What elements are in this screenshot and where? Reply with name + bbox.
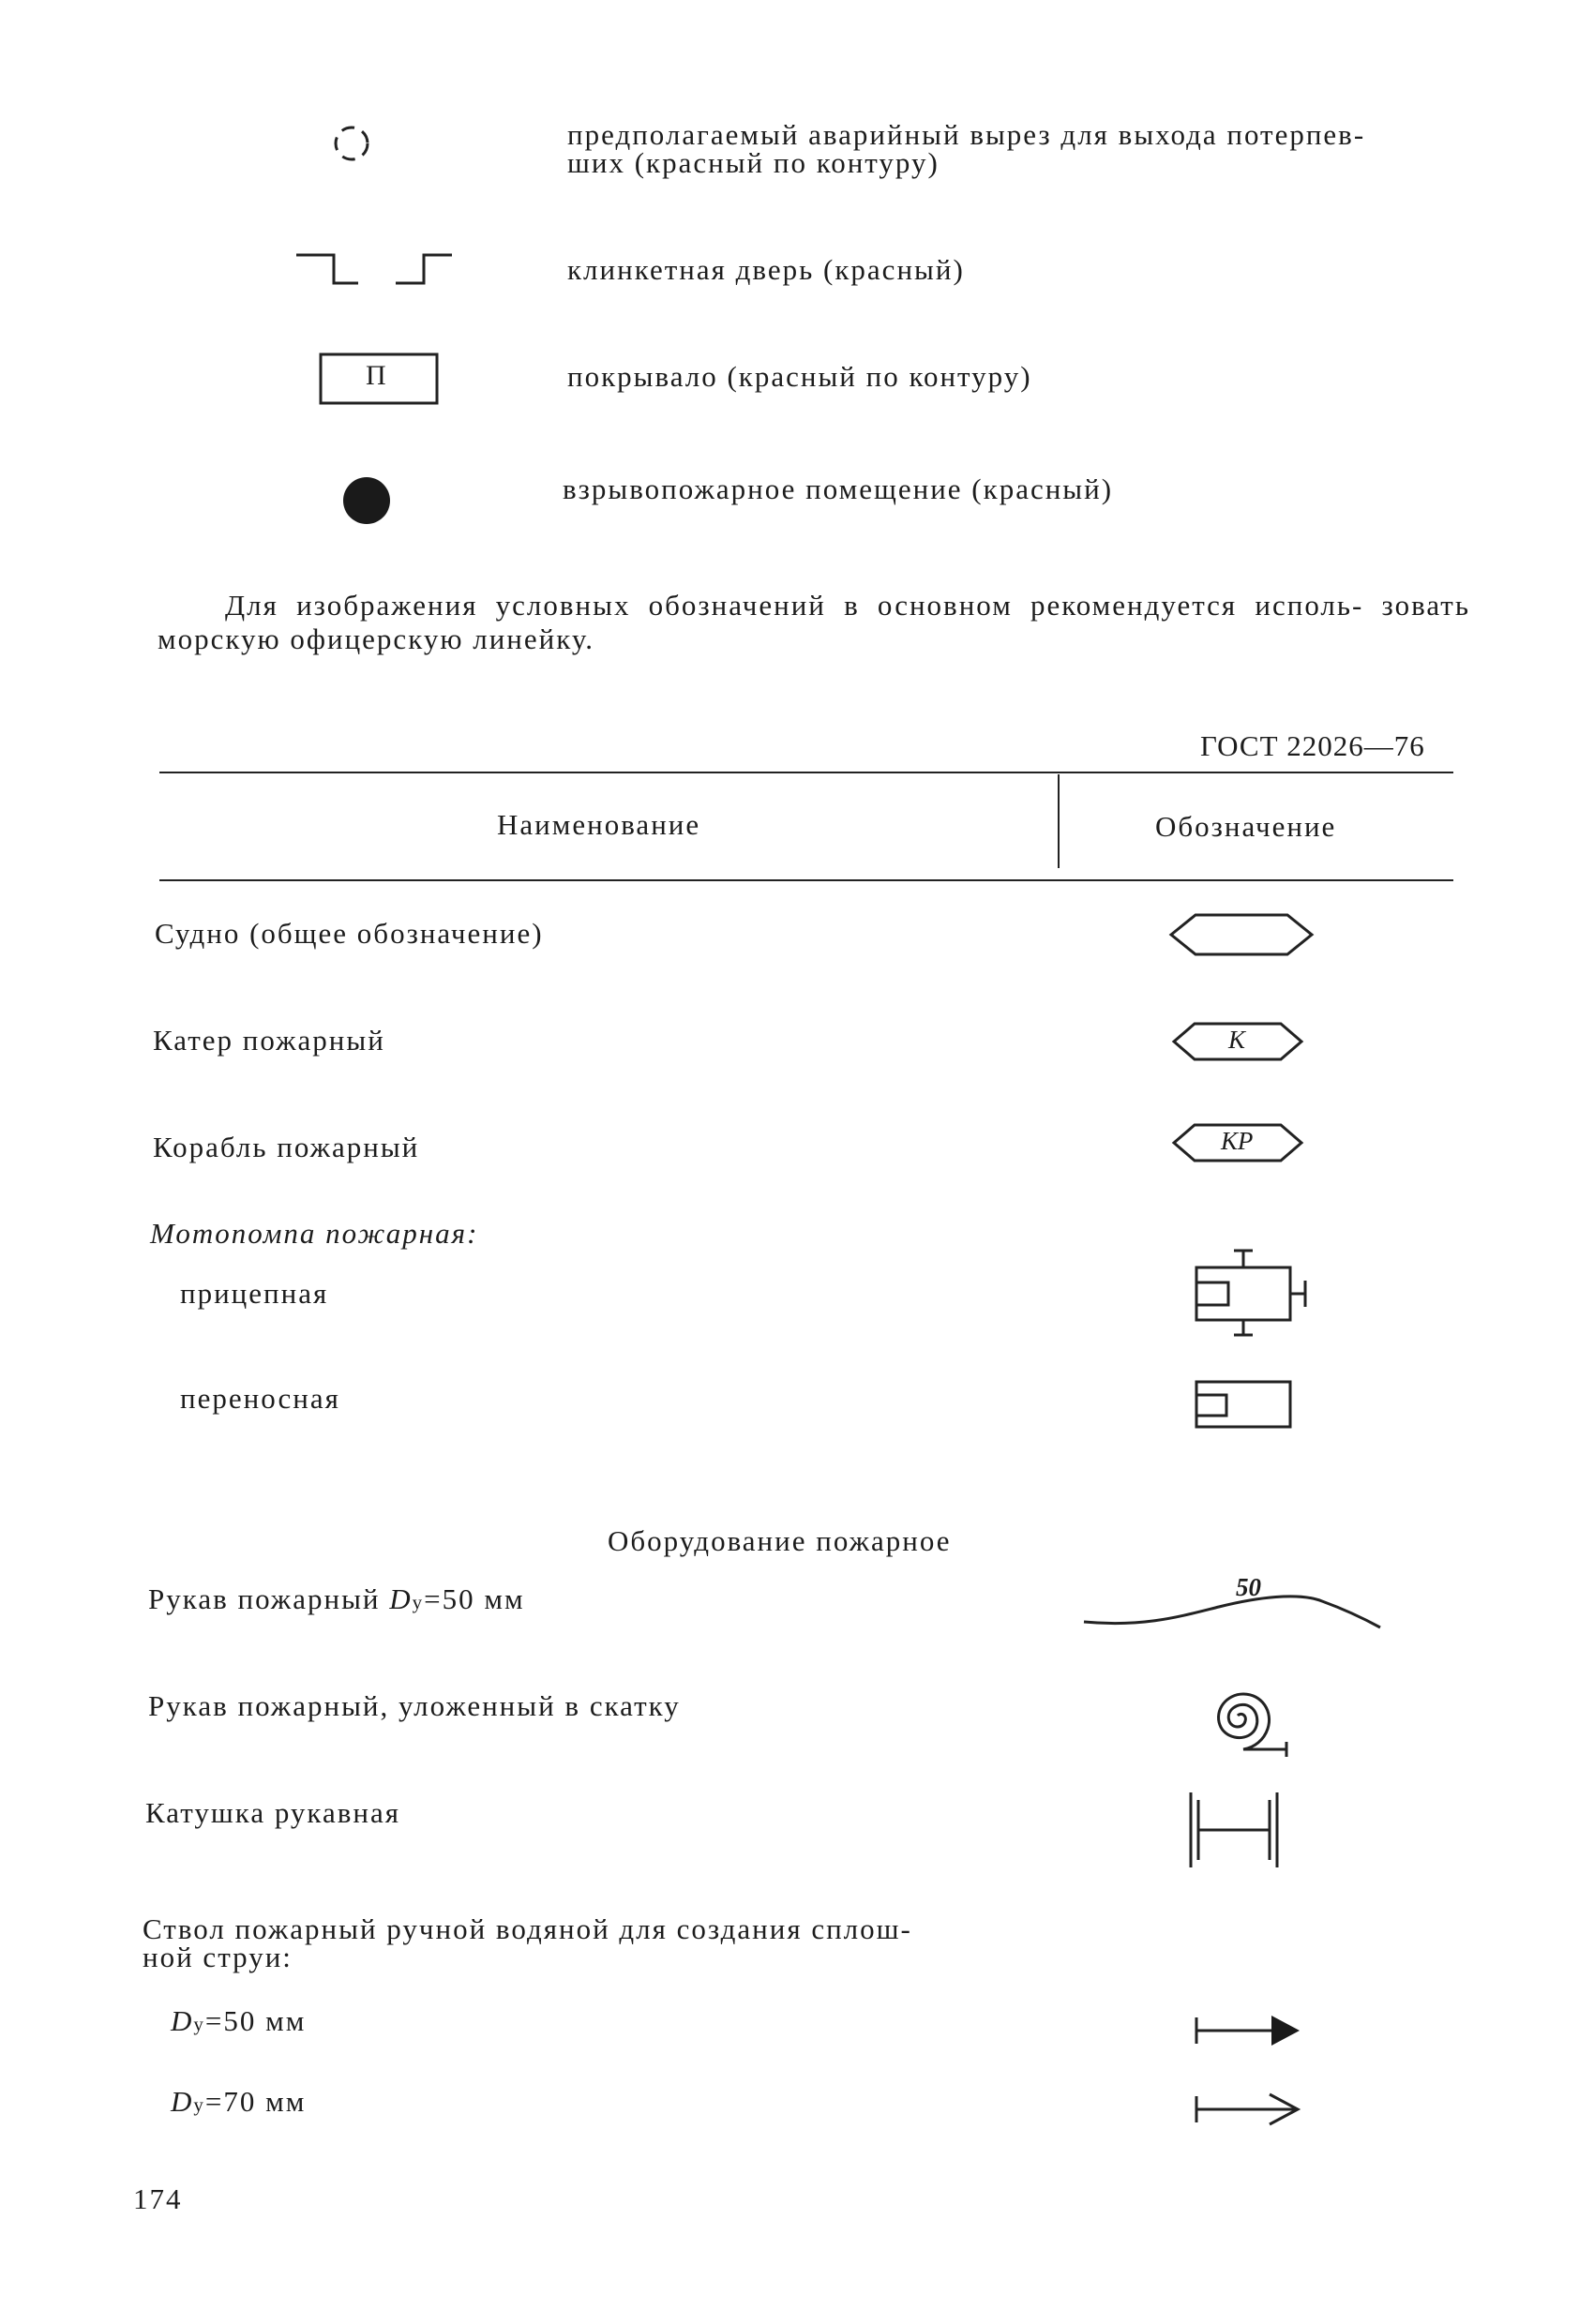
- nozzle-50-value: =50 мм: [204, 2004, 307, 2037]
- fire-ship-icon: [1170, 1121, 1311, 1164]
- fire-boat-icon: [1170, 1020, 1311, 1063]
- hose-reel-icon: [1176, 1787, 1298, 1871]
- page-number: 174: [133, 2182, 183, 2215]
- fire-ship-letters: КР: [1221, 1127, 1254, 1155]
- pump-trailer-label: прицепная: [180, 1277, 329, 1310]
- nozzle-label-line-2: ной струи:: [143, 1941, 293, 1973]
- legend-text-1a: предполагаемый аварийный вырез для выхода потерпев-: [567, 118, 1366, 151]
- table-header-rule: [159, 879, 1453, 881]
- legend-text-1b: ших (красный по контуру): [567, 146, 940, 179]
- column-header-name: Наименование: [497, 808, 701, 841]
- row-ship-label: Судно (общее обозначение): [155, 917, 544, 950]
- rolled-hose-icon: [1198, 1674, 1292, 1768]
- nozzle-50-sub: у: [193, 2013, 205, 2035]
- table-top-rule: [159, 772, 1453, 773]
- ship-icon: [1167, 911, 1317, 958]
- section-heading: Оборудование пожарное: [608, 1524, 952, 1557]
- column-header-symbol: Обозначение: [1155, 810, 1337, 843]
- pump-header-label: Мотопомпа пожарная:: [150, 1217, 479, 1250]
- row-boat-label: Катер пожарный: [153, 1024, 385, 1057]
- dashed-circle-icon: [328, 120, 375, 167]
- nozzle-70-icon: [1193, 2083, 1305, 2136]
- nozzle-70-label: [171, 2087, 306, 2118]
- blanket-letter: П: [366, 360, 386, 391]
- column-divider: [1058, 774, 1060, 868]
- hose-diameter-label: 50: [1236, 1573, 1261, 1601]
- nozzle-50-label: [171, 2006, 306, 2037]
- nozzle-70-sub: у: [193, 2093, 205, 2116]
- nozzle-50-icon: [1193, 2004, 1305, 2057]
- hose-value: =50 мм: [424, 1582, 525, 1615]
- hose-roll-label: Рукав пожарный, уложенный в скатку: [148, 1689, 681, 1722]
- filled-dot-icon: [340, 474, 393, 527]
- hose-d: D: [389, 1582, 413, 1615]
- fire-boat-letter: К: [1228, 1026, 1245, 1054]
- reel-label: Катушка рукавная: [145, 1796, 401, 1829]
- intro-paragraph: Для изображения условных обозначений в основном рекомендуется исполь- зовать морскую офицерскую линейку.: [158, 589, 1470, 655]
- blanket-box-icon: [319, 352, 441, 405]
- trailer-pump-icon: [1189, 1247, 1320, 1341]
- standard-code: ГОСТ 22026—76: [1200, 729, 1425, 762]
- hose-sub: у: [412, 1591, 425, 1613]
- hose-prefix: Рукав пожарный: [148, 1582, 381, 1615]
- portable-pump-icon: [1193, 1378, 1296, 1431]
- legend-text-4: взрывопожарное помещение (красный): [563, 472, 1114, 505]
- nozzle-70-value: =70 мм: [204, 2085, 307, 2118]
- hose-label: [148, 1584, 525, 1615]
- fire-hose-icon: [1078, 1575, 1388, 1650]
- nozzle-70-d: D: [171, 2085, 194, 2118]
- row-vessel-label: Корабль пожарный: [153, 1131, 420, 1163]
- legend-text-3: покрывало (красный по контуру): [567, 360, 1032, 393]
- clinket-door-icon: [293, 246, 461, 292]
- nozzle-label-line-1: Ствол пожарный ручной водяной для создания сплош-: [143, 1912, 912, 1945]
- nozzle-50-d: D: [171, 2004, 194, 2037]
- pump-portable-label: переносная: [180, 1382, 340, 1415]
- legend-text-2: клинкетная дверь (красный): [567, 253, 965, 286]
